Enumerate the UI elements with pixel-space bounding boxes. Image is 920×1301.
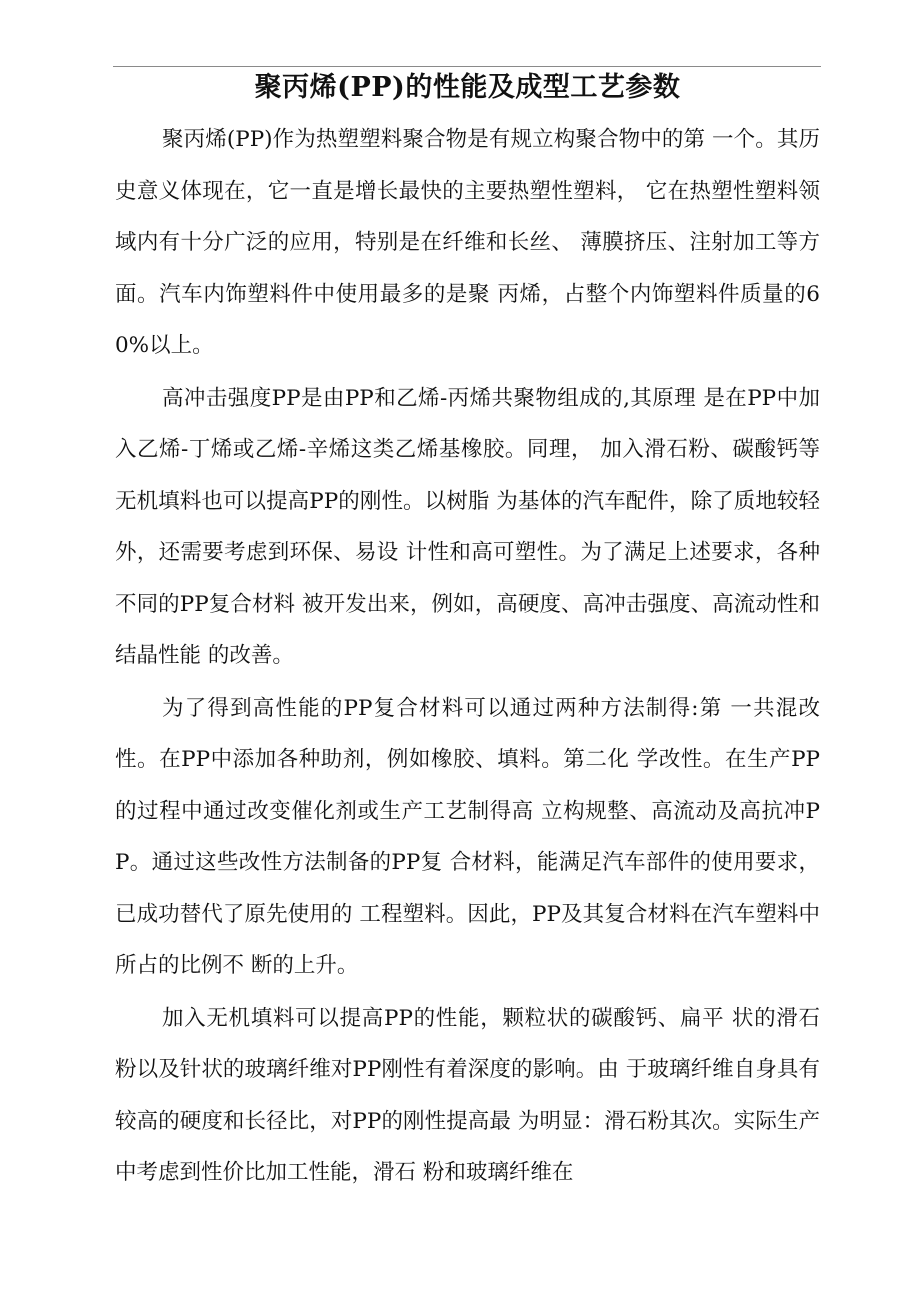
paragraph-modification-methods: 为了得到高性能的PP复合材料可以通过两种方法制得:第 一共混改性。在PP中添加各种助剂，例如橡胶、填料。第二化 学改性。在生产PP的过程中通过改变催化剂或生产工艺制得高 立构规整、高流动及高抗冲PP。通过这些改性方法制备的PP复 合材料，能满足汽车部件的使用要求，已成功替代了原先使用的 工程塑料。因此，PP及其复合材料在汽车塑料中所占的比例不 断的上升。 <box>115 695 820 978</box>
paragraph-inorganic-fillers: 加入无机填料可以提高PP的性能，颗粒状的碳酸钙、扁平 状的滑石粉以及针状的玻璃纤维对PP刚性有着深度的影响。由 于玻璃纤维自身具有较高的硬度和长径比，对PP的刚性提高最 为明显：滑石粉其次。实际生产中考虑到性价比加工性能，滑石 粉和玻璃纤维在 <box>115 1005 820 1185</box>
document-title: 聚丙烯(PP)的性能及成型工艺参数 <box>254 72 681 103</box>
paragraph-intro: 聚丙烯(PP)作为热塑塑料聚合物是有规立构聚合物中的第 一个。其历史意义体现在，它一直是增长最快的主要热塑性塑料， 它在热塑性塑料领域内有十分广泛的应用，特别是在纤维和长丝、 薄膜挤压、注射加工等方面。汽车内饰塑料件中使用最多的是聚 丙烯，占整个内饰塑料件质量的60%以上。 <box>115 127 820 358</box>
paragraph-high-impact-pp: 高冲击强度PP是由PP和乙烯-丙烯共聚物组成的,其原理 是在PP中加入乙烯-丁烯或乙烯-辛烯这类乙烯基橡胶。同理， 加入滑石粉、碳酸钙等无机填料也可以提高PP的刚性。以树脂 为基体的汽车配件，除了质地较轻外，还需要考虑到环保、易设 计性和高可塑性。为了满足上述要求，各种不同的PP复合材料 被开发出来，例如，高硬度、高冲击强度、高流动性和结晶性能 的改善。 <box>115 385 820 668</box>
document-page <box>115 64 820 1199</box>
